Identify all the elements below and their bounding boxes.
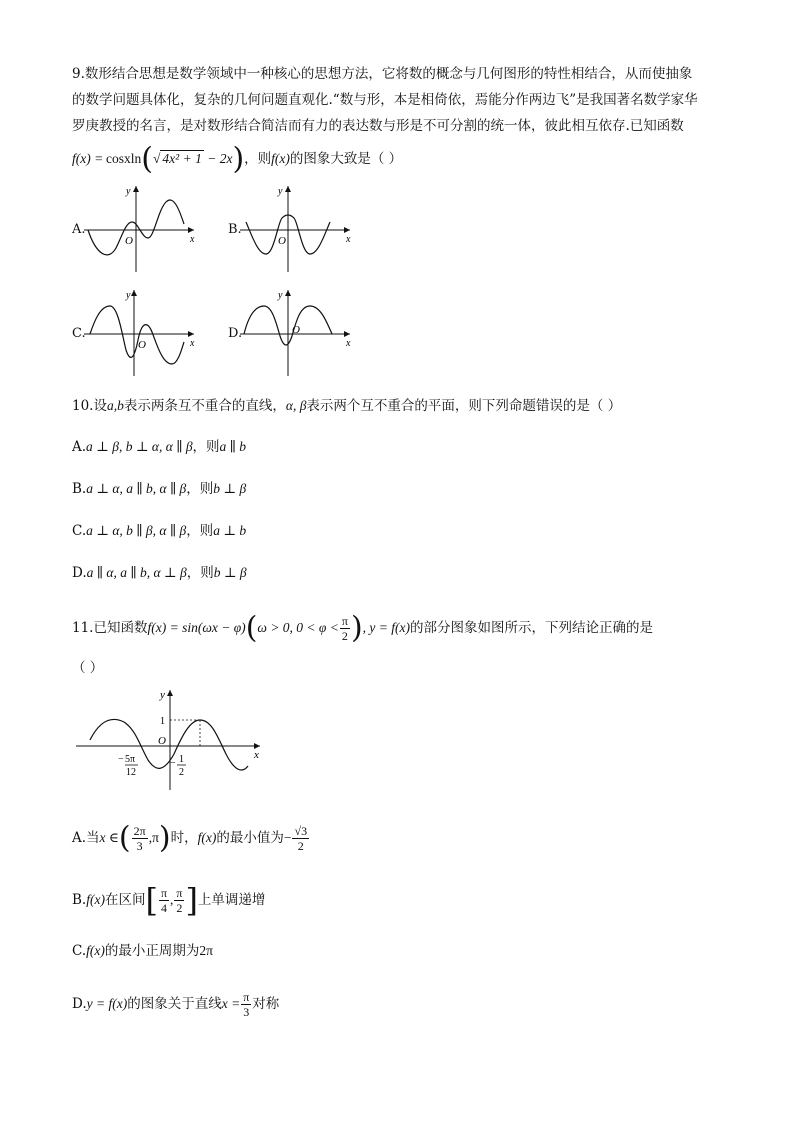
option-conclusion: a ⊥ b <box>213 523 247 538</box>
q10-option-c <box>72 521 246 541</box>
option-text: 的最小值为 <box>216 830 284 846</box>
option-expr: a ⊥ α, b ∥ β, α ∥ β <box>86 523 187 538</box>
q9-func-sqrt: 4x² + 1 <box>162 151 202 166</box>
q11-option-c <box>72 941 213 961</box>
y-axis-arrow-icon <box>131 290 137 296</box>
left-tick-minus: − <box>118 754 124 765</box>
frac-numerator: π <box>341 614 348 628</box>
q9-option-c-label: C. <box>72 326 86 341</box>
origin-label: O <box>292 324 300 336</box>
q9-option-c-graph <box>82 286 200 378</box>
y-axis-label: y <box>126 186 131 197</box>
option-label: A. <box>72 830 87 846</box>
q11-graph <box>74 686 270 794</box>
x-axis-arrow-icon <box>344 331 350 337</box>
origin-label: O <box>138 339 146 351</box>
x-axis-label: x <box>190 338 195 349</box>
y-axis-label: y <box>126 290 131 301</box>
q9-line-1: 9.数形结合思想是数学领域中一种核心的思想方法，它将数的概念与几何图形的特性相结合，从而使抽象 <box>72 66 693 82</box>
frac-denominator: 2 <box>341 629 348 643</box>
q10-stem-pre: 10.设 <box>72 398 107 414</box>
option-text: 对称 <box>252 996 280 1012</box>
option-then: ，则 <box>192 439 220 455</box>
q9-option-a-label: A. <box>72 222 86 237</box>
option-value: 2π <box>199 943 213 958</box>
q11-stem-end: 的部分图象如图所示，下列结论正确的是 <box>410 620 653 636</box>
frac-denominator: 2 <box>176 901 183 915</box>
frac-denominator: 4 <box>160 901 167 915</box>
right-tick-numerator: 1 <box>179 754 184 765</box>
q9-option-b-graph <box>238 182 356 274</box>
q9-line-2: 的数学问题具体化，复杂的几何问题直观化.“数与形，本是相倚依，焉能分作两边飞”是我国著名数学家华 <box>72 92 698 108</box>
option-expr-tail: ,π <box>148 830 159 845</box>
option-conclusion: b ⊥ β <box>213 565 247 580</box>
q11-stem-pre: 11.已知函数 <box>72 620 148 636</box>
q11-answer-paren: （ ） <box>72 660 104 676</box>
option-expr: a ⊥ β, b ⊥ α, α ∥ β <box>86 439 193 454</box>
option-text: 的最小正周期为 <box>104 943 200 959</box>
frac-denominator: 2 <box>297 839 304 853</box>
y-axis-label: y <box>278 186 283 197</box>
q11-option-d <box>72 986 279 1022</box>
curve <box>90 306 184 364</box>
frac-numerator: π <box>160 886 167 900</box>
q11-stem: 11.已知函数f(x) = sin(ωx − φ)(ω > 0, 0 < φ < $\frac{\pi}{2}$ ), y = f(x)的部分图象如图所示，下列结论正确的是 <box>72 610 653 646</box>
q9-option-d-graph <box>238 286 356 378</box>
option-text: 在区间 <box>104 892 146 908</box>
frac-numerator: 2π <box>133 824 146 838</box>
option-func: y = f(x) <box>86 996 128 1011</box>
option-label: B. <box>72 481 87 497</box>
option-func: f(x) <box>86 943 105 958</box>
q10-stem-mid: 表示两条互不重合的直线， <box>123 398 286 414</box>
left-tick-denominator: 12 <box>126 767 136 778</box>
option-conclusion: b ⊥ β <box>213 481 247 496</box>
y-axis-label: y <box>278 290 283 301</box>
x-axis-label: x <box>346 234 351 245</box>
right-tick-minus: − <box>170 758 176 769</box>
q9-line4-tail: ，则 <box>244 151 272 167</box>
frac-numerator: π <box>243 990 250 1004</box>
q10-option-b <box>72 479 246 499</box>
y-axis-arrow-icon <box>167 690 173 696</box>
option-conclusion: a ∥ b <box>219 439 247 454</box>
option-label: C. <box>72 523 87 539</box>
q9-func-lhs: f(x) <box>72 151 91 166</box>
q10-option-d <box>72 563 247 583</box>
q9-line-4: f(x) = cosxln(√ 4x² + 1 − 2x)，则f(x)的图象大致是（ ） <box>72 141 403 177</box>
q9-option-a-graph <box>82 182 200 274</box>
q11-option-b: B.f(x)在区间[ $\frac{\pi}{4}$ , $\frac{\pi}{2}$ ]上单调递增 <box>72 881 266 920</box>
option-text: 当 <box>86 830 100 846</box>
q10-option-a <box>72 437 246 457</box>
left-tick-numerator: 5π <box>125 754 136 765</box>
option-label: C. <box>72 943 87 959</box>
q10-stem-alpha-beta: α, β <box>285 398 307 413</box>
q9-func-eq: = cosxln <box>95 151 142 166</box>
y-axis-label: y <box>160 689 165 701</box>
sine-curve <box>90 719 248 770</box>
x-axis-label: x <box>346 338 351 349</box>
origin-label: O <box>278 235 286 247</box>
q9-line4-end: 的图象大致是（ ） <box>289 151 403 167</box>
option-func: f(x) <box>197 830 217 845</box>
q9-option-b-label: B. <box>228 222 242 237</box>
option-expr: a ∥ α, a ∥ b, α ⊥ β <box>86 565 187 580</box>
option-expr: a ⊥ α, a ∥ b, α ∥ β <box>86 481 187 496</box>
option-text: 上单调递增 <box>197 892 266 908</box>
right-tick-denominator: 2 <box>179 767 184 778</box>
option-text: 的图象关于直线 <box>127 996 222 1012</box>
option-expr: x = <box>221 996 241 1011</box>
option-then: ，则 <box>186 481 214 497</box>
x-axis-arrow-icon <box>344 227 350 233</box>
y-axis-arrow-icon <box>133 186 139 192</box>
option-expr: x ∈ <box>99 830 119 845</box>
max-value-label: 1 <box>160 716 165 727</box>
q11-stem-func: f(x) = sin(ωx − φ) <box>147 620 246 635</box>
q9-line-3: 罗庚教授的名言，是对数形结合简洁而有力的表达数与形是不可分割的统一体，彼此相互依存.已知函数 <box>72 118 684 134</box>
q10-stem-ab: a,b <box>106 398 124 413</box>
origin-label: O <box>125 235 133 247</box>
option-label: D. <box>72 565 87 581</box>
x-axis-arrow-icon <box>188 227 194 233</box>
frac-denominator: 3 <box>136 839 143 853</box>
x-axis-label: x <box>254 749 259 761</box>
x-axis-arrow-icon <box>188 331 194 337</box>
option-label: D. <box>72 996 87 1012</box>
option-then: ，则 <box>186 565 214 581</box>
frac-denominator: 3 <box>243 1005 250 1019</box>
q9-line4-fx: f(x) <box>271 151 290 166</box>
q11-stem-mid: , y = f(x) <box>362 620 410 635</box>
option-label: A. <box>72 439 87 455</box>
q11-option-a: A.当x ∈( $\frac{2\pi}{3}$ ,π)时，f(x)的最小值为− $\frac{√3}{2}$ <box>72 820 308 856</box>
q10-stem-end: 表示两个互不重合的平面，则下列命题错误的是（ ） <box>306 398 622 414</box>
option-label: B. <box>72 892 87 908</box>
q10-stem <box>72 396 621 416</box>
origin-label: O <box>158 735 166 747</box>
option-text: 时， <box>170 830 198 846</box>
option-then: ，则 <box>186 523 214 539</box>
q11-stem-condition: ω > 0, 0 < φ < <box>257 620 339 635</box>
q9-option-d-label: D. <box>228 326 243 341</box>
frac-numerator: π <box>176 886 183 900</box>
q9-func-tail: − 2x <box>203 151 233 166</box>
option-func: f(x) <box>86 892 105 907</box>
x-axis-label: x <box>190 234 195 245</box>
y-axis-arrow-icon <box>285 290 291 296</box>
frac-numerator: √3 <box>294 824 308 838</box>
option-minus: − <box>283 830 292 845</box>
y-axis-arrow-icon <box>285 186 291 192</box>
